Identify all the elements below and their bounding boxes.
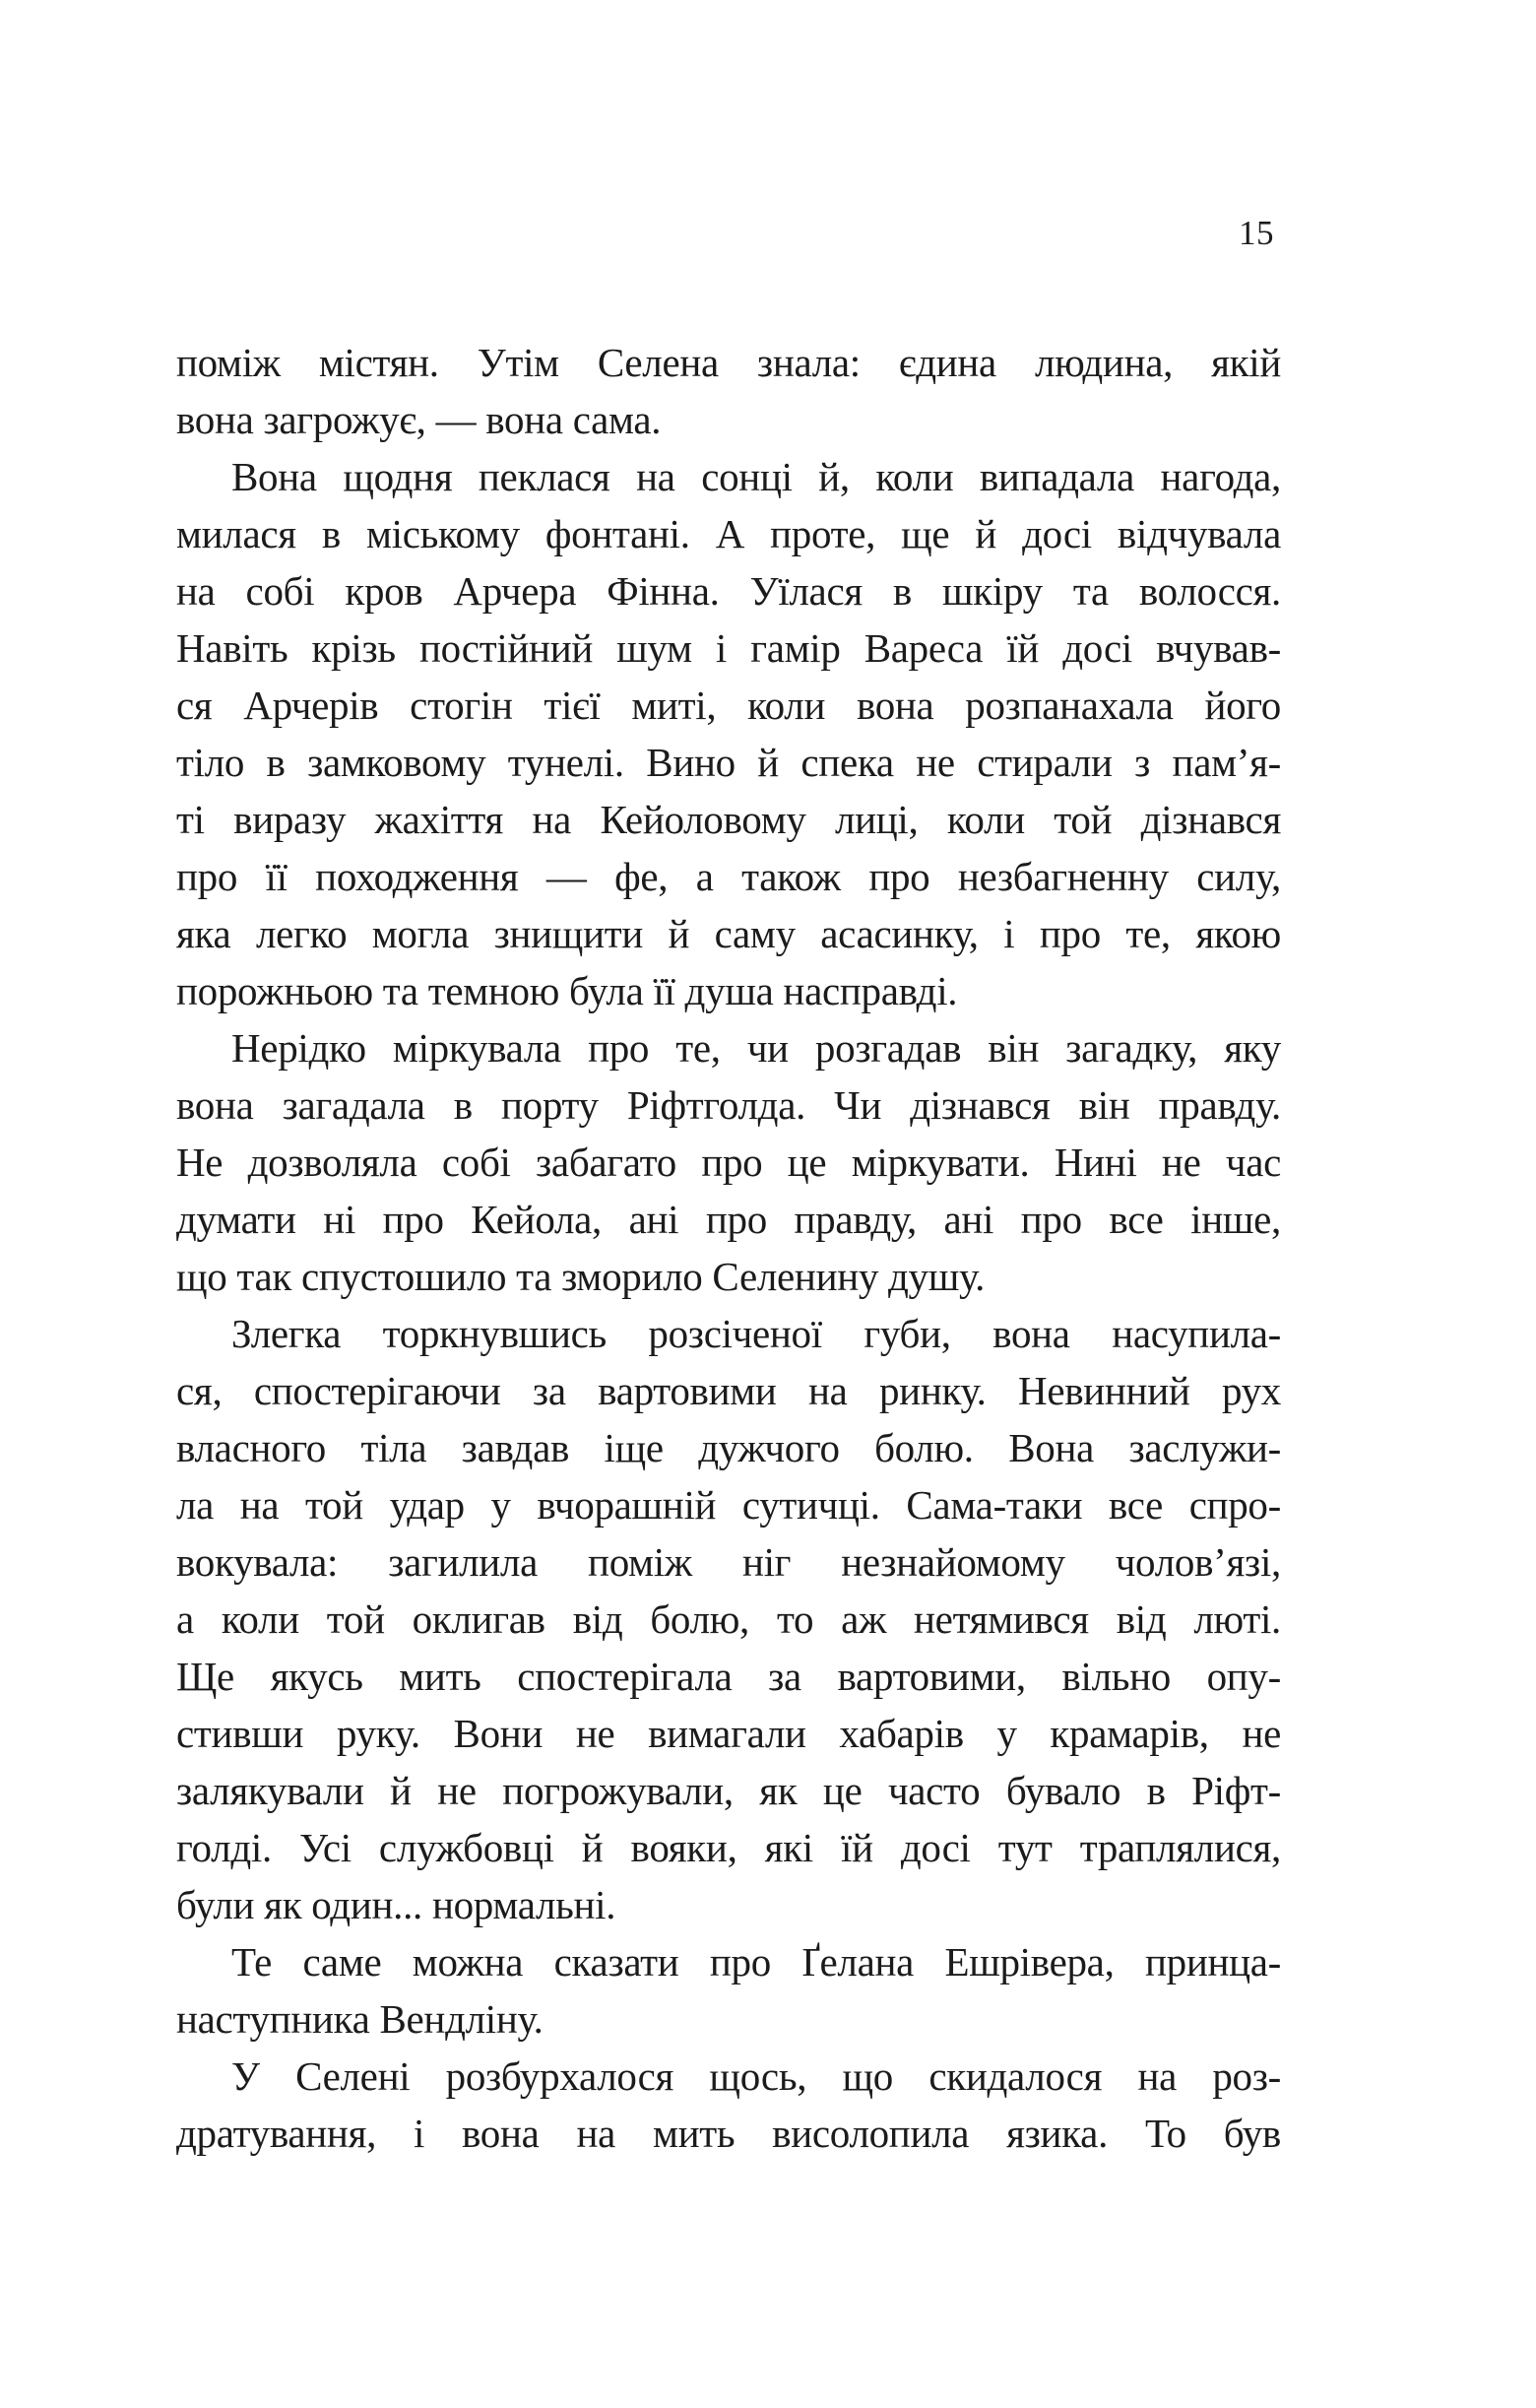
paragraph bbox=[176, 2048, 1281, 2162]
text-line: думати ні про Кейола, ані про правду, ані про все інше, bbox=[176, 1197, 1281, 1242]
text-line: були як один... нормальні. bbox=[176, 1882, 616, 1927]
paragraph bbox=[176, 1305, 1281, 1933]
text-line: поміж містян. Утім Селена знала: єдина людина, якій bbox=[176, 340, 1281, 385]
text-line: Вона щодня пеклася на сонці й, коли випадала нагода, bbox=[231, 454, 1281, 499]
paragraph bbox=[176, 1933, 1281, 2048]
text-line: вона загадала в порту Ріфтголда. Чи дізнався він правду. bbox=[176, 1082, 1281, 1128]
text-line: на собі кров Арчера Фінна. Уїлася в шкіру та волосся. bbox=[176, 568, 1281, 614]
text-line: порожньою та темною була її душа насправді. bbox=[176, 968, 958, 1013]
text-line: вокувала: загилила поміж ніг незнайомому чолов’язі, bbox=[176, 1539, 1281, 1585]
paragraph bbox=[176, 334, 1281, 448]
text-line: що так спустошило та зморило Селенину душу. bbox=[176, 1254, 986, 1299]
text-line: наступника Вендліну. bbox=[176, 1996, 544, 2042]
text-line: власного тіла завдав іще дужчого болю. Вона заслужи- bbox=[176, 1425, 1281, 1470]
text-line: ся Арчерів стогін тієї миті, коли вона розпанахала його bbox=[176, 683, 1281, 728]
text-line: а коли той оклигав від болю, то аж нетямився від люті. bbox=[176, 1596, 1281, 1642]
text-line: ся, спостерігаючи за вартовими на ринку. Невинний рух bbox=[176, 1368, 1281, 1413]
text-line: ла на той удар у вчорашній сутичці. Сама-таки все спро- bbox=[176, 1482, 1281, 1528]
text-line: залякували й не погрожували, як це часто бувало в Ріфт- bbox=[176, 1768, 1281, 1813]
text-line: стивши руку. Вони не вимагали хабарів у крамарів, не bbox=[176, 1711, 1281, 1756]
text-line: Нерідко міркувала про те, чи розгадав він загадку, яку bbox=[231, 1025, 1281, 1071]
paragraph bbox=[176, 448, 1281, 1019]
page-number: 15 bbox=[1239, 214, 1274, 252]
text-line: голді. Усі службовці й вояки, які їй досі тут траплялися, bbox=[176, 1825, 1281, 1870]
text-line: У Селені розбурхалося щось, що скидалося на роз- bbox=[231, 2053, 1281, 2099]
text-line: про її походження — фе, а також про незбагненну силу, bbox=[176, 854, 1281, 899]
text-line: Не дозволяла собі забагато про це міркувати. Нині не час bbox=[176, 1139, 1281, 1185]
text-line: Навіть крізь постійний шум і гамір Вареса їй досі вчував- bbox=[176, 625, 1281, 671]
text-line: тіло в замковому тунелі. Вино й спека не стирали з пам’я- bbox=[176, 740, 1281, 785]
text-line: вона загрожує, — вона сама. bbox=[176, 397, 662, 442]
text-line: милася в міському фонтані. А проте, ще й досі відчувала bbox=[176, 511, 1281, 556]
text-line: ті виразу жахіття на Кейоловому лиці, коли той дізнався bbox=[176, 797, 1281, 842]
page-body bbox=[176, 334, 1281, 2162]
text-line: дратування, і вона на мить висолопила язика. То був bbox=[176, 2111, 1281, 2156]
text-line: яка легко могла знищити й саму асасинку, і про те, якою bbox=[176, 911, 1281, 956]
text-line: Ще якусь мить спостерігала за вартовими, вільно опу- bbox=[176, 1654, 1281, 1699]
paragraph bbox=[176, 1019, 1281, 1305]
text-line: Злегка торкнувшись розсіченої губи, вона насупила- bbox=[231, 1311, 1281, 1356]
text-line: Те саме можна сказати про Ґелана Ешрівера, принца- bbox=[231, 1939, 1281, 1985]
